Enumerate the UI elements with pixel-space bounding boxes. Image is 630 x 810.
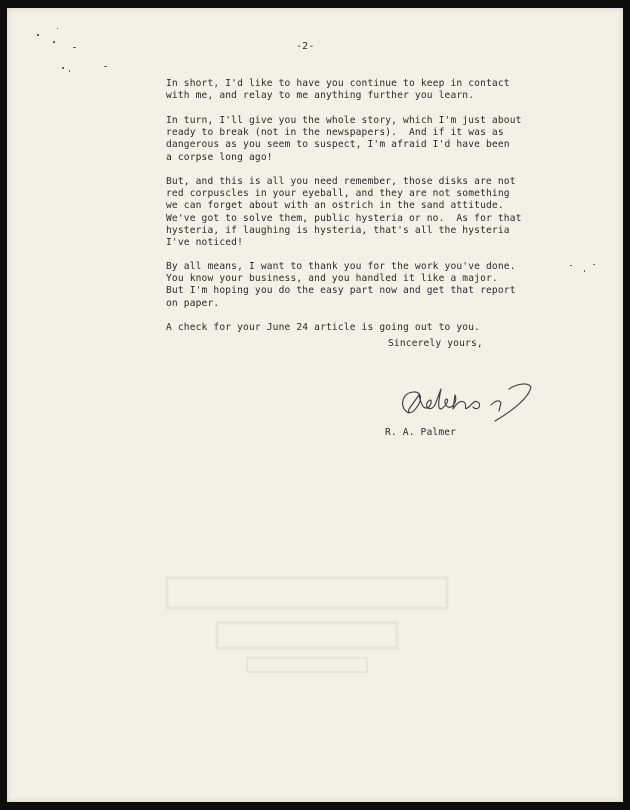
paragraph-line: I've noticed! [166,237,244,249]
paragraph-line: A check for your June 24 article is going out to you. [166,322,481,333]
faint-letterhead-watermark [157,568,457,688]
paragraph-3 [166,176,586,249]
paragraph-line: ready to break (not in the newspapers). And if it was as [166,127,504,139]
paragraph-line: You know your business, and you handled it like a major. [166,273,498,285]
paragraph-1 [166,78,586,102]
paragraph-line: on paper. [166,297,220,309]
paragraph-line: with me, and relay to me anything further you learn. [166,90,475,102]
paragraph-line: But, and this is all you need remember, those disks are not [166,176,516,187]
page-number: -2- [296,41,315,52]
paragraph-line: We've got to solve them, public hysteria or no. As for that [166,212,522,224]
handwritten-signature [395,383,535,425]
paragraph-line: red corpuscles in your eyeball, and they are not something [166,188,510,200]
paragraph-line: we can forget about with an ostrich in the sand attitude. [166,200,504,212]
paragraph-line: dangerous as you seem to suspect, I'm afraid I'd have been [166,139,510,151]
paragraph-line: By all means, I want to thank you for the work you've done. [166,261,516,272]
letter-page [7,8,623,802]
paragraph-line: hysteria, if laughing is hysteria, that's all the hysteria [166,224,510,236]
paragraph-line: In short, I'd like to have you continue to keep in contact [166,78,510,89]
paragraph-line: a corpse long ago! [166,151,273,163]
paragraph-5 [166,322,586,334]
paragraph-line: But I'm hoping you do the easy part now and get that report [166,285,516,297]
paragraph-line: In turn, I'll give you the whole story, which I'm just about [166,115,522,126]
closing-line: Sincerely yours, [388,338,483,349]
paragraph-2 [166,115,586,164]
paragraph-4 [166,261,586,310]
signer-name: R. A. Palmer [385,427,457,438]
